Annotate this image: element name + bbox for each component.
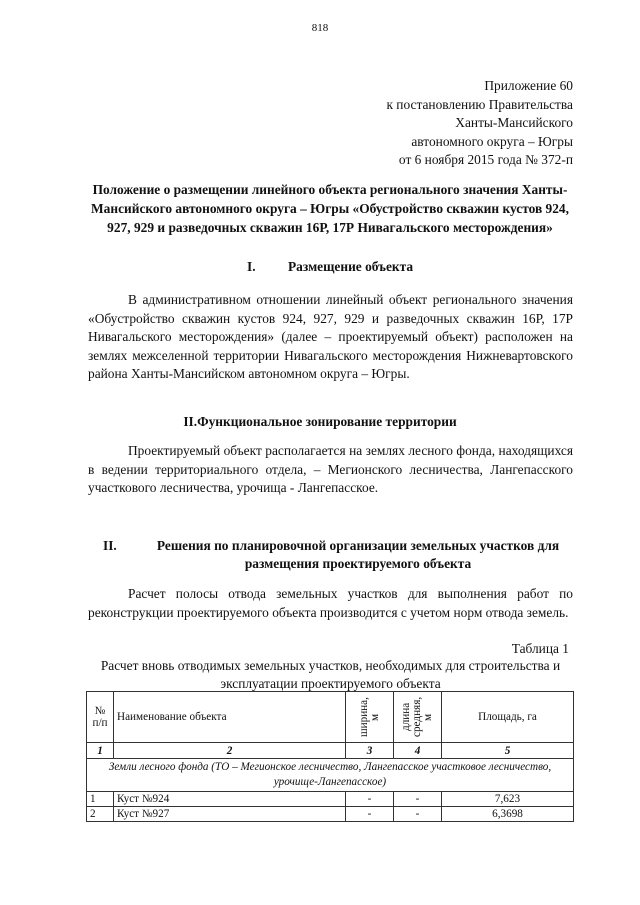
header-area: Площадь, га <box>442 692 574 743</box>
appendix-line: автономного округа – Югры <box>411 133 573 149</box>
section-1-text: В административном отношении линейный объект регионального значения «Обустройство скважин кустов 924, 927, 929 и разведочных скважин 16Р, 17Р Нивагальского месторождения» (далее – проектируемый объект) расположен на землях межселенной территории Нивагальского месторождения Нижневартовского района Ханты-Мансийском автономном округа – Югры. <box>88 292 573 381</box>
table-label: Таблица 1 <box>511 641 569 656</box>
appendix-block <box>386 77 573 170</box>
section-3-title: Решения по планировочной организации земельных участков для размещения проектируемого объекта <box>156 538 560 571</box>
row-width: - <box>346 807 394 822</box>
column-number: 1 <box>87 743 114 759</box>
row-width: - <box>346 792 394 807</box>
header-width: ширина, м <box>357 697 381 737</box>
section-3-number: II. <box>103 538 117 553</box>
appendix-line: Ханты-Мансийского <box>455 115 573 131</box>
table-header-row <box>87 692 574 743</box>
section-1-paragraph <box>88 291 573 384</box>
column-number: 2 <box>114 743 346 759</box>
section-2-text: Проектируемый объект располагается на землях лесного фонда, находящихся в ведении территориального отдела, – Мегионского лесничества, Лангепасского участкового лесничества, урочища - Лангепасское. <box>88 443 573 495</box>
row-length: - <box>394 792 442 807</box>
section-1-title: Размещение объекта <box>288 259 414 274</box>
column-number: 3 <box>346 743 394 759</box>
group-label: Земли лесного фонда (ТО – Мегионское лесничество, Лангепасское участковое лесничество, урочище-Лангепасское) <box>87 759 574 792</box>
row-number: 1 <box>87 792 114 807</box>
section-3-paragraph <box>88 585 573 622</box>
section-2-heading: II.Функциональное зонирование территории <box>183 414 457 429</box>
section-3-text: Расчет полосы отвода земельных участков для выполнения работ по реконструкции проектируемого объекта производится с учетом норм отвода земель. <box>88 586 573 620</box>
header-number: № п/п <box>87 692 114 743</box>
section-2-paragraph <box>88 442 573 498</box>
group-row <box>87 759 574 792</box>
header-length-cell <box>394 692 442 743</box>
row-number: 2 <box>87 807 114 822</box>
row-area: 6,3698 <box>442 807 574 822</box>
header-length: длина средняя, м <box>400 696 434 738</box>
header-width-cell <box>346 692 394 743</box>
header-name: Наименование объекта <box>114 692 346 743</box>
row-name: Куст №927 <box>114 807 346 822</box>
row-length: - <box>394 807 442 822</box>
appendix-line: Приложение 60 <box>484 78 573 93</box>
row-area: 7,623 <box>442 792 574 807</box>
page-number: 818 <box>311 22 329 34</box>
section-1-number: I. <box>247 259 256 274</box>
appendix-line: к постановлению Правительства <box>386 96 573 112</box>
document-title: Положение о размещении линейного объекта регионального значения Ханты-Мансийского автономного округа – Югры «Обустройство скважин кустов 924, 927, 929 и разведочных скважин 16Р, 17Р Нивагальского месторождения» <box>91 182 569 235</box>
table-row <box>87 792 574 807</box>
appendix-line: от 6 ноября 2015 года № 372-п <box>398 152 573 168</box>
row-name: Куст №924 <box>114 792 346 807</box>
table-caption: Расчет вновь отводимых земельных участков, необходимых для строительства и эксплуатации проектируемого объекта <box>100 658 561 691</box>
table-row <box>87 807 574 822</box>
column-number: 4 <box>394 743 442 759</box>
column-number: 5 <box>442 743 574 759</box>
column-number-row <box>87 743 574 759</box>
land-table <box>86 691 574 822</box>
